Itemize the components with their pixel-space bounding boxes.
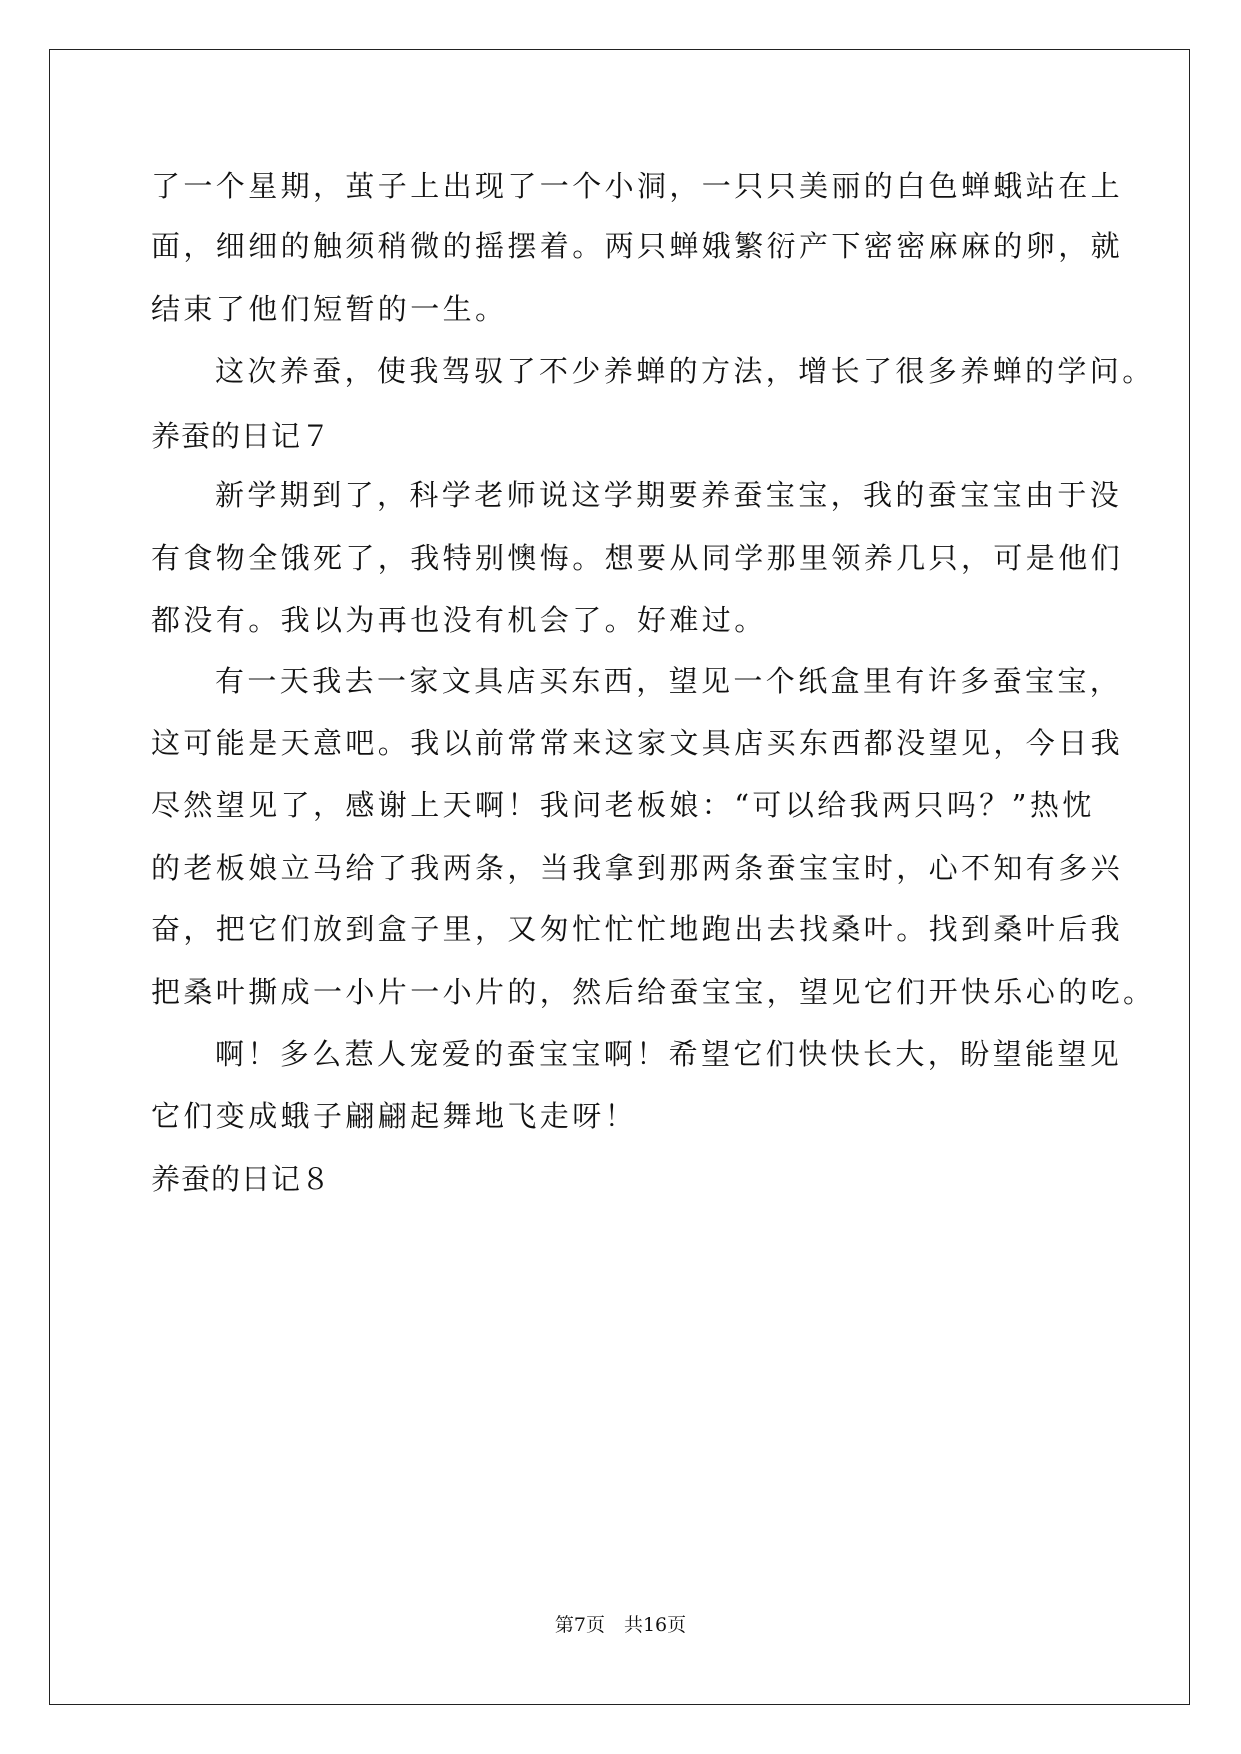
paragraph-line: 有食物全饿死了，我特别懊悔。想要从同学那里领养几只，可是他们 (151, 541, 1124, 575)
paragraph-line: 面，细细的触须稍微的摇摆着。两只蝉娥繁衍产下密密麻麻的卵，就 (151, 229, 1124, 263)
paragraph-line: 新学期到了，科学老师说这学期要养蚕宝宝，我的蚕宝宝由于没 (215, 478, 1123, 512)
paragraph-line: 有一天我去一家文具店买东西，望见一个纸盒里有许多蚕宝宝， (215, 664, 1123, 698)
page-number-footer: 第7页 共16页 (554, 1614, 687, 1636)
paragraph-line: 尽然望见了，感谢上天啊！我问老板娘：“可以给我两只吗？”热忱 (151, 788, 1095, 822)
paragraph-line: 结束了他们短暂的一生。 (151, 292, 508, 326)
paragraph-line: 啊！多么惹人宠爱的蚕宝宝啊！希望它们快快长大，盼望能望见 (215, 1037, 1123, 1071)
section-heading: 养蚕的日记７ (151, 419, 332, 453)
paragraph-line: 都没有。我以为再也没有机会了。好难过。 (151, 603, 767, 637)
paragraph-line: 奋，把它们放到盒子里，又匆忙忙忙地跑出去找桑叶。找到桑叶后我 (151, 912, 1124, 946)
paragraph-line: 把桑叶撕成一小片一小片的，然后给蚕宝宝，望见它们开快乐心的吃。 (151, 975, 1156, 1009)
section-heading: 养蚕的日记８ (151, 1162, 332, 1196)
paragraph-line: 这可能是天意吧。我以前常常来这家文具店买东西都没望见，今日我 (151, 726, 1124, 760)
paragraph-line: 这次养蚕，使我驾驭了不少养蝉的方法，增长了很多养蝉的学问。 (215, 354, 1155, 388)
paragraph-line: 的老板娘立马给了我两条，当我拿到那两条蚕宝宝时，心不知有多兴 (151, 851, 1124, 885)
paragraph-line: 它们变成蛾子翩翩起舞地飞走呀！ (151, 1099, 638, 1133)
paragraph-line: 了一个星期，茧子上出现了一个小洞，一只只美丽的白色蝉蛾站在上 (151, 169, 1124, 203)
